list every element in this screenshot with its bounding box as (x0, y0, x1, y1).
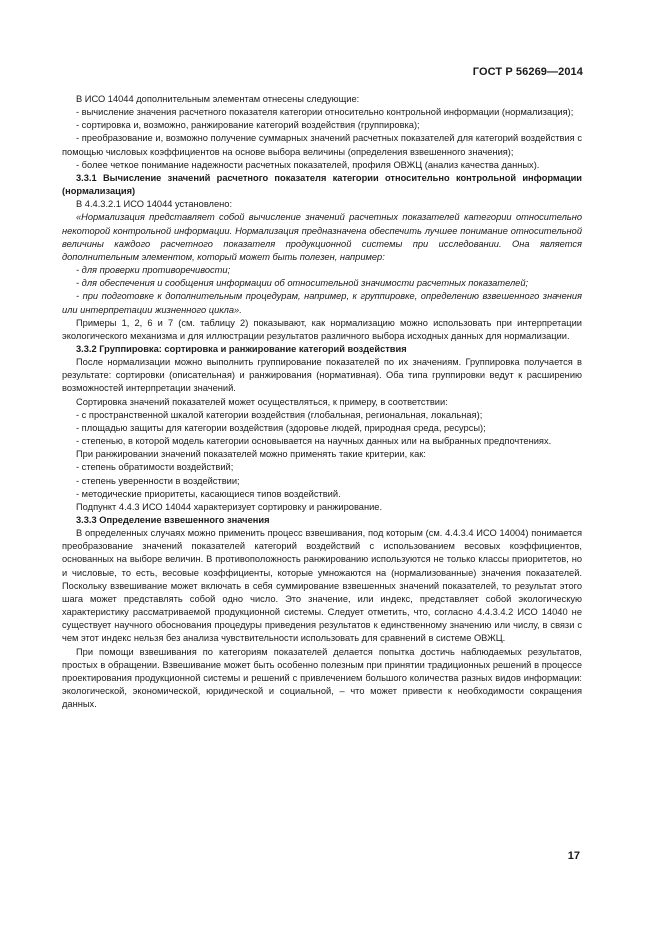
document-header: ГОСТ Р 56269—2014 (472, 66, 583, 78)
paragraph: Примеры 1, 2, 6 и 7 (см. таблицу 2) показывают, как нормализацию можно использовать при интерпретации экологического механизма и для иллюстрации результатов различного выбора исходных данных для нормализации. (62, 317, 582, 341)
page-number: 17 (567, 850, 580, 862)
paragraph: Сортировка значений показателей может осуществляться, к примеру, в соответствии: (76, 396, 448, 407)
list-item: - методические приоритеты, касающиеся типов воздействий. (76, 488, 341, 499)
paragraph: После нормализации можно выполнить группирование показателей по их значениям. Группировка получается в результате: сортировки (описательная) и ранжирования (нормативная). Оба типа группировки ведут к расширению возможностей интерпретации значений. (62, 357, 582, 394)
list-item: - сортировка и, возможно, ранжирование категорий воздействия (группировка); (76, 120, 420, 131)
list-item: - с пространственной шкалой категории воздействия (глобальная, региональная, локальная); (76, 409, 483, 420)
section-heading-3-3-3: 3.3.3 Определение взвешенного значения (76, 515, 270, 525)
list-item: - вычисление значения расчетного показателя категории относительно контрольной информации (нормализация); (76, 107, 574, 118)
paragraph: В ИСО 14044 дополнительным элементам отнесены следующие: (76, 94, 360, 104)
list-item: - площадью защиты для категории воздействия (здоровье людей, природная среда, ресурсы); (76, 422, 486, 433)
paragraph: Подпункт 4.4.3 ИСО 14044 характеризует сортировку и ранжирование. (76, 501, 383, 512)
quote-list-item: - для обеспечения и сообщения информации об относительной значимости расчетных показателей; (76, 278, 529, 289)
list-item: - более четкое понимание надежности расчетных показателей, профиля ОВЖЦ (анализ качества данных). (76, 159, 540, 170)
list-item: - преобразование и, возможно получение суммарных значений расчетных показателей для категорий воздействия с помощью числовых коэффициентов на основе выбора величины (определения взвешенного значения); (62, 133, 582, 157)
quote-list-item: - при подготовке к дополнительным процедурам, например, к группировке, определению взвешенного значения или интерпретации жизненного цикла». (62, 291, 582, 315)
page-body (62, 93, 582, 711)
list-item: - степень обратимости воздействий; (76, 462, 234, 473)
section-heading-3-3-1: 3.3.1 Вычисление значений расчетного показателя категории относительно контрольной информации (нормализация) (62, 172, 582, 197)
paragraph: В определенных случаях можно применить процесс взвешивания, под которым (см. 4.4.3.4 ИСО 14004) понимается преобразование значений показателей категорий воздействий с использованием весовых коэффициентов, основанных на выборе величин. В противоположность ранжированию используются не только классы приоритетов, но и числовые, то есть, весовые коэффициенты, которые умножаются на (нормализованные) значения показателей. Поскольку взвешивание может включать в себя суммирование взвешенных значений показателей, то результат этого шага может представлять собой одно число. Это значение, или индекс, представляет собой экологическую характеристику рассматриваемой продукционной системы. Следует отметить, что, согласно 4.4.3.4.2 ИСО 14040 не существует научного обоснования процедуры приведения результатов к единственному значению или числу, в связи с чем этот индекс нельзя без анализа чувствительности использовать для сравнений в системе ОВЖЦ. (62, 528, 582, 644)
quote-list-item: - для проверки противоречивости; (76, 265, 231, 276)
list-item: - степенью, в которой модель категории основывается на научных данных или на выбранных предпочтениях. (76, 436, 552, 447)
section-heading-3-3-2: 3.3.2 Группировка: сортировка и ранжирование категорий воздействия (76, 343, 407, 354)
list-item: - степень уверенности в воздействии; (76, 475, 240, 486)
quotation: «Нормализация представляет собой вычисление значений расчетных показателей категории относительно некоторой контрольной информации. Нормализация предназначена обеспечить лучшее понимание относительной величины каждого расчетного показателя продукционной системы при исследовании. Она является дополнительным элементом, который может быть полезен, например: (62, 212, 582, 262)
paragraph: При помощи взвешивания по категориям показателей делается попытка достичь наблюдаемых результатов, простых в обращении. Взвешивание может быть особенно полезным при принятии традиционных решений в процессе проектирования продукционной системы и решений с привлечением большого количества разных видов информации: экологической, экономической, юридической и социальной, – что может привести к необходимости сокращения данных. (62, 646, 582, 710)
paragraph: При ранжировании значений показателей можно применять такие критерии, как: (76, 449, 426, 460)
paragraph: В 4.4.3.2.1 ИСО 14044 установлено: (76, 199, 233, 210)
